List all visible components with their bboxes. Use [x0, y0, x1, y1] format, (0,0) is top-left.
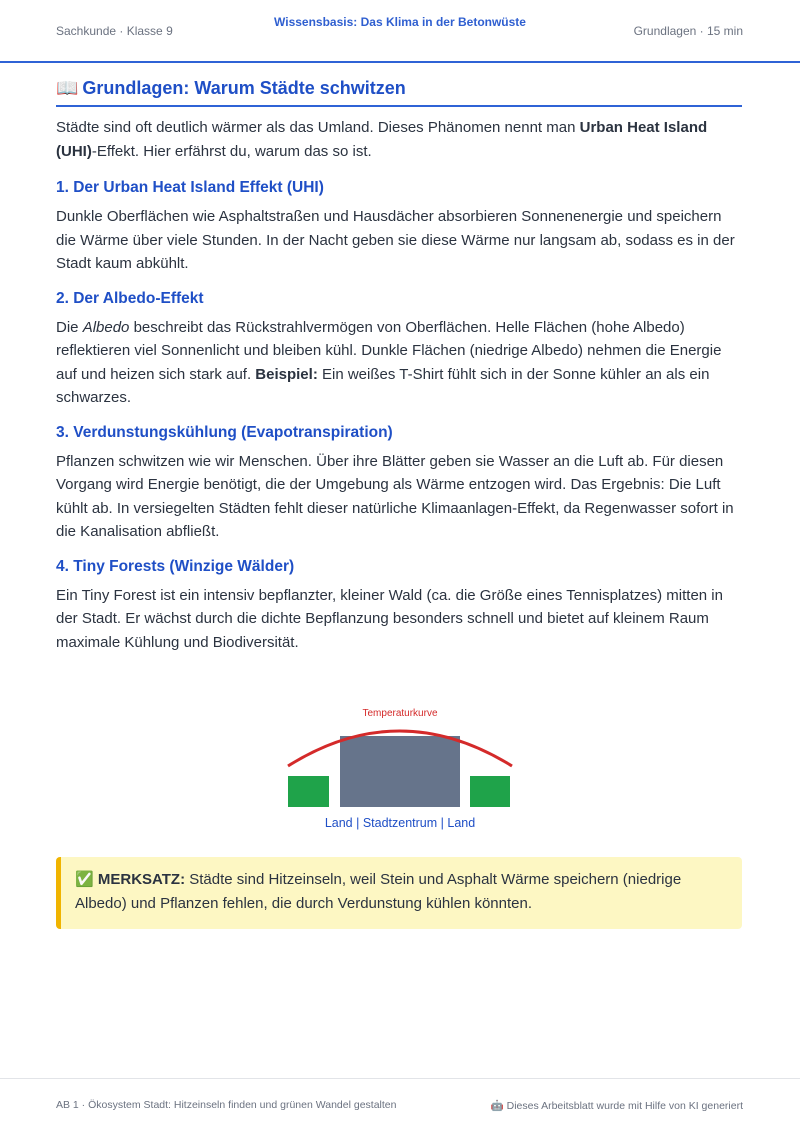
- duration-label: Grundlagen · 15 min: [633, 24, 743, 38]
- section-text-tiny-forests: Ein Tiny Forest ist ein intensiv bepflanzter, kleiner Wald (ca. die Größe eines Tennisplatzes) mitten in der Stadt. Er wächst durch die dichte Bepflanzung besonders schnell und bietet auf kleinem Raum maximale Kühlung und Biodiversität.: [56, 586, 723, 651]
- intro-term: Urban Heat Island (UHI): [56, 119, 708, 160]
- land-left-block: [288, 776, 329, 807]
- albedo-text-end: Ein weißes T-Shirt fühlt sich in der Sonne kühler an als ein schwarzes.: [56, 365, 710, 406]
- note-text: Städte sind Hitzeinseln, weil Stein und Asphalt Wärme speichern (niedrige Albedo) und Pflanzen fehlen, die durch Verdunstung kühlen könnten.: [75, 871, 682, 912]
- check-icon: ✅: [75, 871, 94, 888]
- city-center-block: [340, 736, 460, 807]
- intro-text-end: -Effekt. Hier erfährst du, warum das so ist.: [91, 142, 372, 160]
- robot-icon: 🤖: [490, 1100, 504, 1112]
- albedo-text-mid: beschreibt das Rückstrahlvermögen von Oberflächen. Helle Flächen (hohe Albedo) reflektieren viel Sonnenlicht und bleiben kühl. Dunkle Flächen (niedrige Albedo) nehmen die Energie auf und heizen sich stark auf.: [56, 318, 722, 383]
- footer-worksheet-label: AB 1 · Ökosystem Stadt: Hitzeinseln finden und grünen Wandel gestalten: [56, 1099, 397, 1111]
- albedo-text: Die: [56, 318, 83, 336]
- section-heading-albedo: 2. Der Albedo-Effekt: [56, 289, 204, 307]
- note-label: MERKSATZ:: [97, 871, 186, 888]
- subject-label: Sachkunde · Klasse 9: [56, 24, 173, 38]
- worksheet-title: Wissensbasis: Das Klima in der Betonwüste: [274, 15, 526, 29]
- curve-label: Temperaturkurve: [362, 708, 438, 719]
- section-heading-tiny-forests: 4. Tiny Forests (Winzige Wälder): [56, 557, 295, 575]
- ai-note-text: Dieses Arbeitsblatt wurde mit Hilfe von KI generiert: [506, 1100, 743, 1112]
- intro-paragraph: [56, 116, 742, 163]
- book-icon: 📖: [56, 78, 79, 98]
- section-heading-evapotranspiration: 3. Verdunstungskühlung (Evapotranspiration): [56, 423, 393, 441]
- section-text-evapotranspiration: Pflanzen schwitzen wie wir Menschen. Über ihre Blätter geben sie Wasser an die Luft ab. Für diesen Vorgang wird Energie benötigt, die der Umgebung als Wärme entzogen wird. Das Ergebnis: Die Luft kühlt ab. In versiegelten Städten fehlt dieser natürliche Klimaanlagen-Effekt, da Regenwasser sofort in die Kanalisation abfließt.: [56, 452, 734, 540]
- page-title-text: Grundlagen: Warum Städte schwitzen: [82, 78, 406, 98]
- footer-ai-note: [491, 1099, 743, 1112]
- page-footer: [0, 1078, 800, 1131]
- section-text-albedo: [56, 316, 742, 410]
- page-header: [0, 0, 800, 63]
- page-title: [56, 72, 742, 107]
- intro-text: Städte sind oft deutlich wärmer als das Umland. Dieses Phänomen nennt man: [56, 119, 580, 136]
- main-content: [56, 72, 742, 654]
- section-text-uhi: Dunkle Oberflächen wie Asphaltstraßen und Hausdächer absorbieren Sonnenenergie und speichern die Wärme über viele Stunden. In der Nacht geben sie diese Wärme nur langsam ab, sodass es in der Stadt kaum abkühlt.: [56, 208, 735, 272]
- albedo-term: Albedo: [82, 318, 130, 336]
- section-heading-uhi: 1. Der Urban Heat Island Effekt (UHI): [56, 179, 324, 196]
- key-takeaway-box: [56, 857, 742, 929]
- example-label: Beispiel:: [255, 365, 318, 383]
- diagram-caption: Land | Stadtzentrum | Land: [324, 816, 476, 830]
- land-right-block: [470, 776, 510, 807]
